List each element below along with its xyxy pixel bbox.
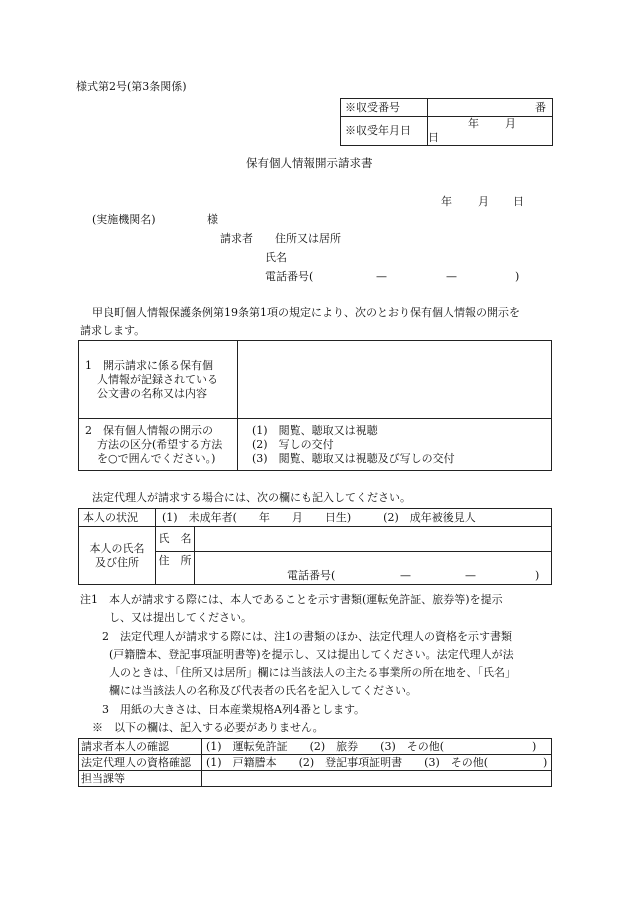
receipt-box <box>340 98 553 146</box>
note-2-line2: (戸籍謄本、登記事項証明書等)を提示し、又は提出してください。法定代理人が法 <box>109 648 514 661</box>
note-2-line1: 2 法定代理人が請求する際には、注1の書類のほか、法定代理人の資格を示す書類 <box>102 630 512 643</box>
agent-phone-dash1: — <box>400 569 411 582</box>
main-table <box>78 340 552 471</box>
agent-person-label-line2: 及び住所 <box>95 555 139 569</box>
note-2-line4: 欄には当該法人の名称及び代表者の氏名を記入してください。 <box>109 684 417 697</box>
receipt-date-month: 月 <box>505 117 516 130</box>
office-row2-value: (1) 戸籍謄本 (2) 登記事項証明書 (3) その他( ) <box>202 755 552 771</box>
addressee-label: (実施機関名) <box>92 213 156 226</box>
agent-intro: 法定代理人が請求する場合には、次の欄にも記入してください。 <box>92 491 411 504</box>
agent-name-label: 氏 名 <box>156 527 195 552</box>
receipt-number-label: ※収受番号 <box>341 99 428 117</box>
date-month: 月 <box>478 195 489 208</box>
agent-status-label: 本人の状況 <box>79 509 156 527</box>
office-row1-label: 請求者本人の確認 <box>79 739 202 755</box>
disclosure-option: (2) 写しの交付 <box>252 437 334 451</box>
main-row2-line: 方法の区分(希望する方法 <box>97 437 223 451</box>
form-number: 様式第2号(第3条関係) <box>76 80 187 93</box>
main-row2-label <box>79 419 238 471</box>
agent-person-label-line1: 本人の氏名 <box>89 541 145 555</box>
office-row2-label: 法定代理人の資格確認 <box>79 755 202 771</box>
main-row2-options <box>238 419 552 471</box>
agent-status-opt2: (2) 成年被後見人 <box>383 510 476 524</box>
main-row2-line: を○で囲んでください。) <box>97 451 216 465</box>
page-title: 保有個人情報開示請求書 <box>246 156 373 170</box>
office-row1-value: (1) 運転免許証 (2) 旅券 (3) その他( ) <box>202 739 552 755</box>
intro-line1: 甲良町個人情報保護条例第19条第1項の規定により、次のとおり保有個人情報の開示を <box>92 306 520 319</box>
date-year: 年 <box>441 195 452 208</box>
agent-phone-label: 電話番号( <box>287 569 336 582</box>
receipt-date-label: ※収受年月日 <box>341 117 428 146</box>
main-row1-line: 公文書の名称又は内容 <box>97 386 207 400</box>
agent-address-value <box>195 552 552 585</box>
receipt-date-day: 日 <box>428 131 439 144</box>
agent-phone-dash2: — <box>465 569 476 582</box>
requester-address-label: 住所又は居所 <box>275 232 341 245</box>
agent-address-label: 住 所 <box>156 552 195 585</box>
office-row3-value <box>202 771 552 787</box>
receipt-date-year: 年 <box>468 117 479 130</box>
disclosure-option: (1) 閲覧、聴取又は視聴 <box>252 423 378 437</box>
requester-name-label: 氏名 <box>265 251 287 264</box>
office-table <box>78 738 552 787</box>
agent-name-value <box>195 527 552 552</box>
receipt-date-value <box>428 117 553 146</box>
intro-line2: 請求します。 <box>80 324 146 337</box>
receipt-number-unit: 番 <box>428 99 553 117</box>
requester-phone-dash2: — <box>446 270 457 283</box>
main-row1-line: 1 開示請求に係る保有個 <box>85 358 213 372</box>
agent-table <box>78 508 552 585</box>
date-day: 日 <box>513 195 524 208</box>
requester-phone-dash1: — <box>376 270 387 283</box>
note-star: ※ 以下の欄は、記入する必要がありません。 <box>92 721 324 734</box>
agent-status-value <box>156 509 552 527</box>
agent-phone-close: ) <box>535 569 540 582</box>
agent-status-opt1: (1) 未成年者( 年 月 日生) <box>162 510 352 524</box>
note-3: 3 用紙の大きさは、日本産業規格A列4番とします。 <box>102 703 366 716</box>
requester-label: 請求者 <box>220 232 253 245</box>
addressee-honorific: 様 <box>207 213 218 226</box>
note-1-line1: 注1 本人が請求する際には、本人であることを示す書類(運転免許証、旅券等)を提示 <box>80 593 503 606</box>
main-row1-label <box>79 341 238 419</box>
note-1-line2: し、又は提出してください。 <box>109 611 252 624</box>
disclosure-option: (3) 閲覧、聴取又は視聴及び写しの交付 <box>252 451 455 465</box>
requester-phone-close: ) <box>515 270 520 283</box>
requester-phone-label: 電話番号( <box>265 270 314 283</box>
agent-person-label <box>79 527 156 585</box>
note-2-line3: 人のときは、「住所又は居所」欄には当該法人の主たる事業所の所在地を、「氏名」 <box>109 666 516 679</box>
main-row2-line: 2 保有個人情報の開示の <box>85 423 213 437</box>
main-row1-line: 人情報が記録されている <box>97 372 218 386</box>
main-row1-value <box>238 341 552 419</box>
office-row3-label: 担当課等 <box>79 771 202 787</box>
